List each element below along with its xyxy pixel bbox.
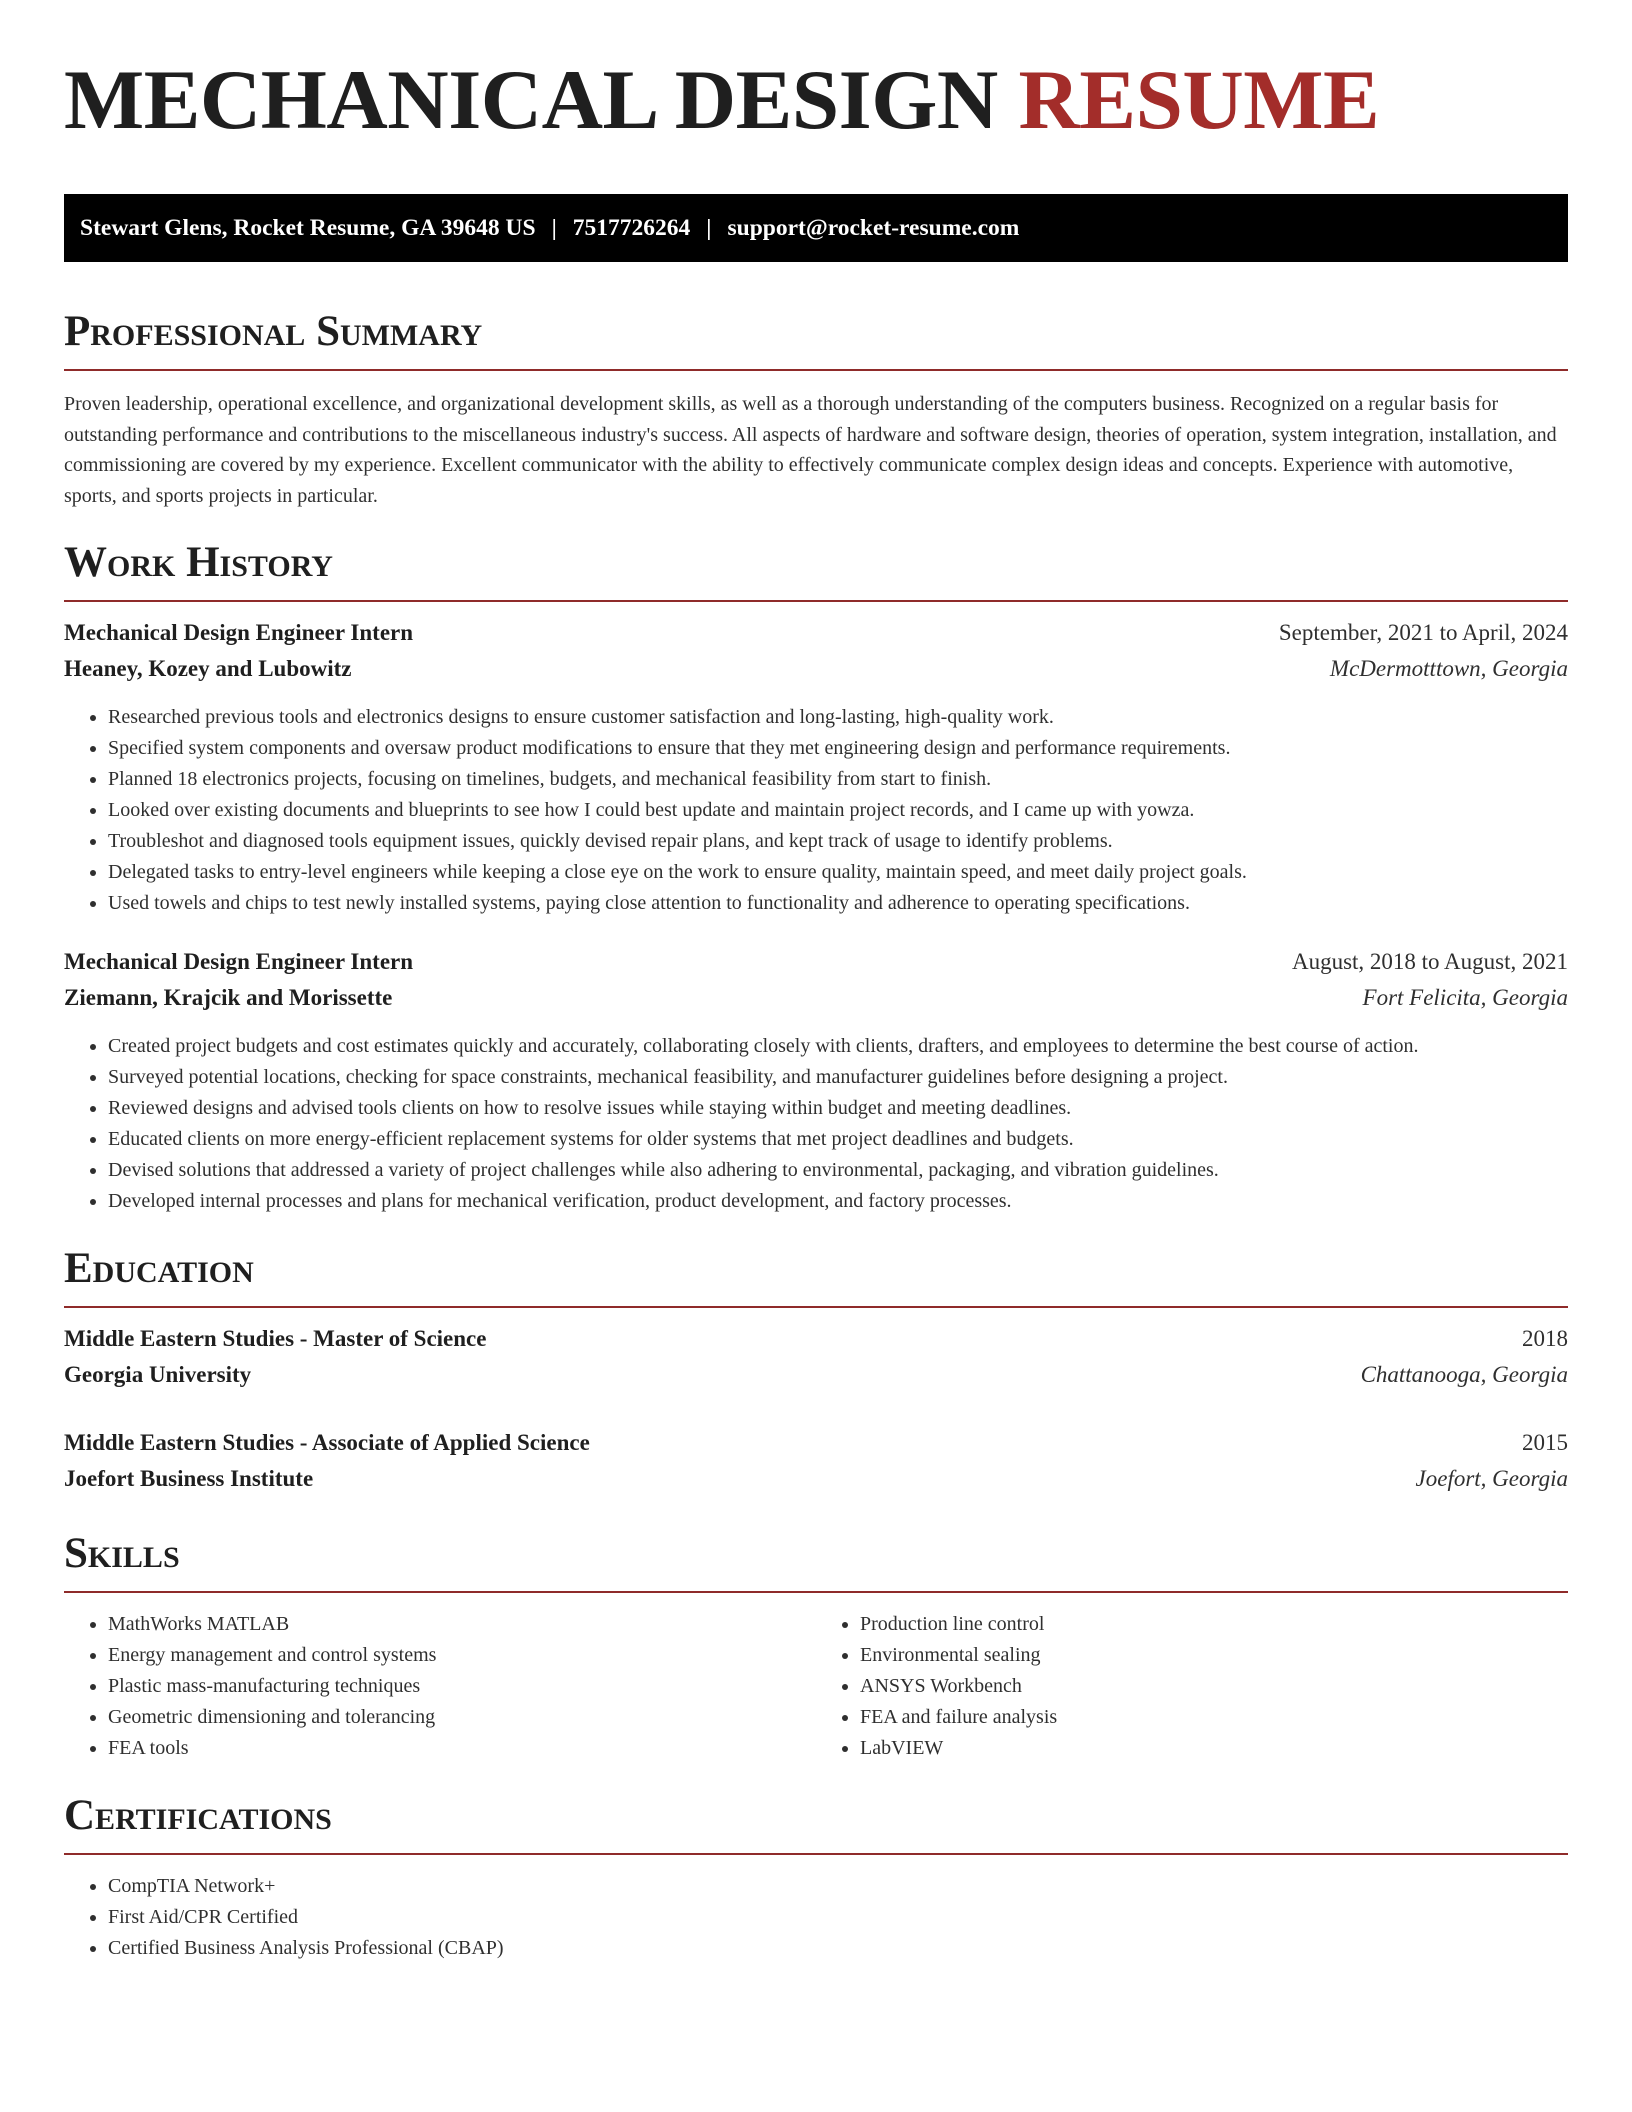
work-history-heading: Work History: [64, 539, 333, 586]
education-entry: [64, 1326, 1568, 1398]
skill-item: • Environmental sealing: [860, 1640, 1568, 1671]
job-title: Mechanical Design Engineer Intern: [64, 620, 414, 645]
skill-item: • Plastic mass-manufacturing techniques: [108, 1671, 816, 1702]
certification-item: • First Aid/CPR Certified: [108, 1902, 1568, 1933]
job-company: Ziemann, Krajcik and Morissette: [64, 985, 393, 1010]
skill-item: • FEA and failure analysis: [860, 1702, 1568, 1733]
job-entry: [64, 620, 1568, 919]
job-bullet: • Used towels and chips to test newly installed systems, paying close attention to functionality and adherence to operating specifications.: [108, 888, 1568, 919]
job-bullets: [64, 702, 1568, 919]
certifications-section: [64, 1794, 1568, 1964]
skill-item: • Energy management and control systems: [108, 1640, 816, 1671]
certifications-list: [64, 1871, 1568, 1964]
job-bullet: • Devised solutions that addressed a variety of project challenges while also adhering to environmental, packaging, and vibration guidelines.: [108, 1155, 1568, 1186]
summary-text: Proven leadership, operational excellence, and organizational development skills, as well as a thorough understanding of the computers business. Recognized on a regular basis for outstanding performance and contributions to the miscellaneous industry's success. All aspects of hardware and software design, theories of operation, system integration, installation, and commissioning are covered by my experience. Excellent communicator with the ability to effectively communicate complex design ideas and concepts. Experience with automotive, sports, and sports projects in particular.: [64, 393, 1557, 507]
job-entry: [64, 949, 1568, 1217]
job-location: McDermotttown, Georgia: [1329, 656, 1568, 681]
education-location: Joefort, Georgia: [1415, 1466, 1568, 1491]
skill-item: • ANSYS Workbench: [860, 1671, 1568, 1702]
skill-item: • FEA tools: [108, 1733, 816, 1764]
education-year: 2018: [1522, 1326, 1568, 1351]
education-school: Joefort Business Institute: [64, 1466, 314, 1491]
skills-section: [64, 1532, 1568, 1764]
title-accent: RESUME: [1018, 53, 1380, 147]
certification-item: • CompTIA Network+: [108, 1871, 1568, 1902]
contact-bar: [64, 194, 1568, 262]
job-bullet: • Researched previous tools and electronics designs to ensure customer satisfaction and long-lasting, high-quality work.: [108, 702, 1568, 733]
job-bullet: • Developed internal processes and plans for mechanical verification, product development, and factory processes.: [108, 1186, 1568, 1217]
contact-phone: 7517726264: [572, 214, 691, 241]
job-dates: August, 2018 to August, 2021: [1291, 949, 1568, 974]
job-bullet: • Specified system components and oversaw product modifications to ensure that they met engineering design and performance requirements.: [108, 733, 1568, 764]
skills-list-right: [816, 1609, 1568, 1764]
section-divider: [64, 600, 1568, 602]
section-divider: [64, 369, 1568, 371]
section-divider: [64, 1306, 1568, 1308]
contact-separator: |: [706, 214, 712, 241]
certification-item: • Certified Business Analysis Professional (CBAP): [108, 1933, 1568, 1964]
skill-item: • Geometric dimensioning and tolerancing: [108, 1702, 816, 1733]
skills-list-left: [64, 1609, 816, 1764]
education-heading: Education: [64, 1245, 254, 1292]
job-title: Mechanical Design Engineer Intern: [64, 949, 414, 974]
job-location: Fort Felicita, Georgia: [1362, 985, 1568, 1010]
skills-columns: [64, 1609, 1568, 1764]
contact-separator: |: [551, 214, 557, 241]
education-school: Georgia University: [64, 1362, 252, 1387]
education-year: 2015: [1522, 1430, 1568, 1455]
education-degree: Middle Eastern Studies - Master of Science: [64, 1326, 487, 1351]
education-location: Chattanooga, Georgia: [1360, 1362, 1568, 1387]
contact-email: support@rocket-resume.com: [727, 214, 1020, 241]
summary-heading: Professional Summary: [64, 308, 483, 355]
summary-section: [64, 310, 1568, 511]
resume-title: [64, 0, 1568, 170]
job-bullet: • Educated clients on more energy-efficient replacement systems for older systems that met project deadlines and budgets.: [108, 1124, 1568, 1155]
job-bullet: • Surveyed potential locations, checking for space constraints, mechanical feasibility, and manufacturer guidelines before designing a project.: [108, 1062, 1568, 1093]
skills-heading: Skills: [64, 1530, 180, 1577]
job-bullet: • Reviewed designs and advised tools clients on how to resolve issues while staying within budget and meeting deadlines.: [108, 1093, 1568, 1124]
job-company: Heaney, Kozey and Lubowitz: [64, 656, 352, 681]
job-bullets: [64, 1031, 1568, 1217]
education-section: [64, 1247, 1568, 1502]
education-degree: Middle Eastern Studies - Associate of Applied Science: [64, 1430, 590, 1455]
job-bullet: • Created project budgets and cost estimates quickly and accurately, collaborating closely with clients, drafters, and employees to determine the best course of action.: [108, 1031, 1568, 1062]
title-main: MECHANICAL DESIGN: [64, 53, 998, 147]
certifications-heading: Certifications: [64, 1792, 332, 1839]
job-bullet: • Looked over existing documents and blueprints to see how I could best update and maintain project records, and I came up with yowza.: [108, 795, 1568, 826]
job-bullet: • Planned 18 electronics projects, focusing on timelines, budgets, and mechanical feasibility from start to finish.: [108, 764, 1568, 795]
section-divider: [64, 1853, 1568, 1855]
section-divider: [64, 1591, 1568, 1593]
skill-item: • LabVIEW: [860, 1733, 1568, 1764]
job-dates: September, 2021 to April, 2024: [1278, 620, 1568, 645]
work-history-section: [64, 541, 1568, 1217]
contact-address: Stewart Glens, Rocket Resume, GA 39648 US: [80, 214, 536, 241]
skill-item: • MathWorks MATLAB: [108, 1609, 816, 1640]
skill-item: • Production line control: [860, 1609, 1568, 1640]
job-bullet: • Delegated tasks to entry-level engineers while keeping a close eye on the work to ensure quality, maintain speed, and meet daily project goals.: [108, 857, 1568, 888]
job-bullet: • Troubleshot and diagnosed tools equipment issues, quickly devised repair plans, and kept track of usage to identify problems.: [108, 826, 1568, 857]
education-entry: [64, 1430, 1568, 1502]
